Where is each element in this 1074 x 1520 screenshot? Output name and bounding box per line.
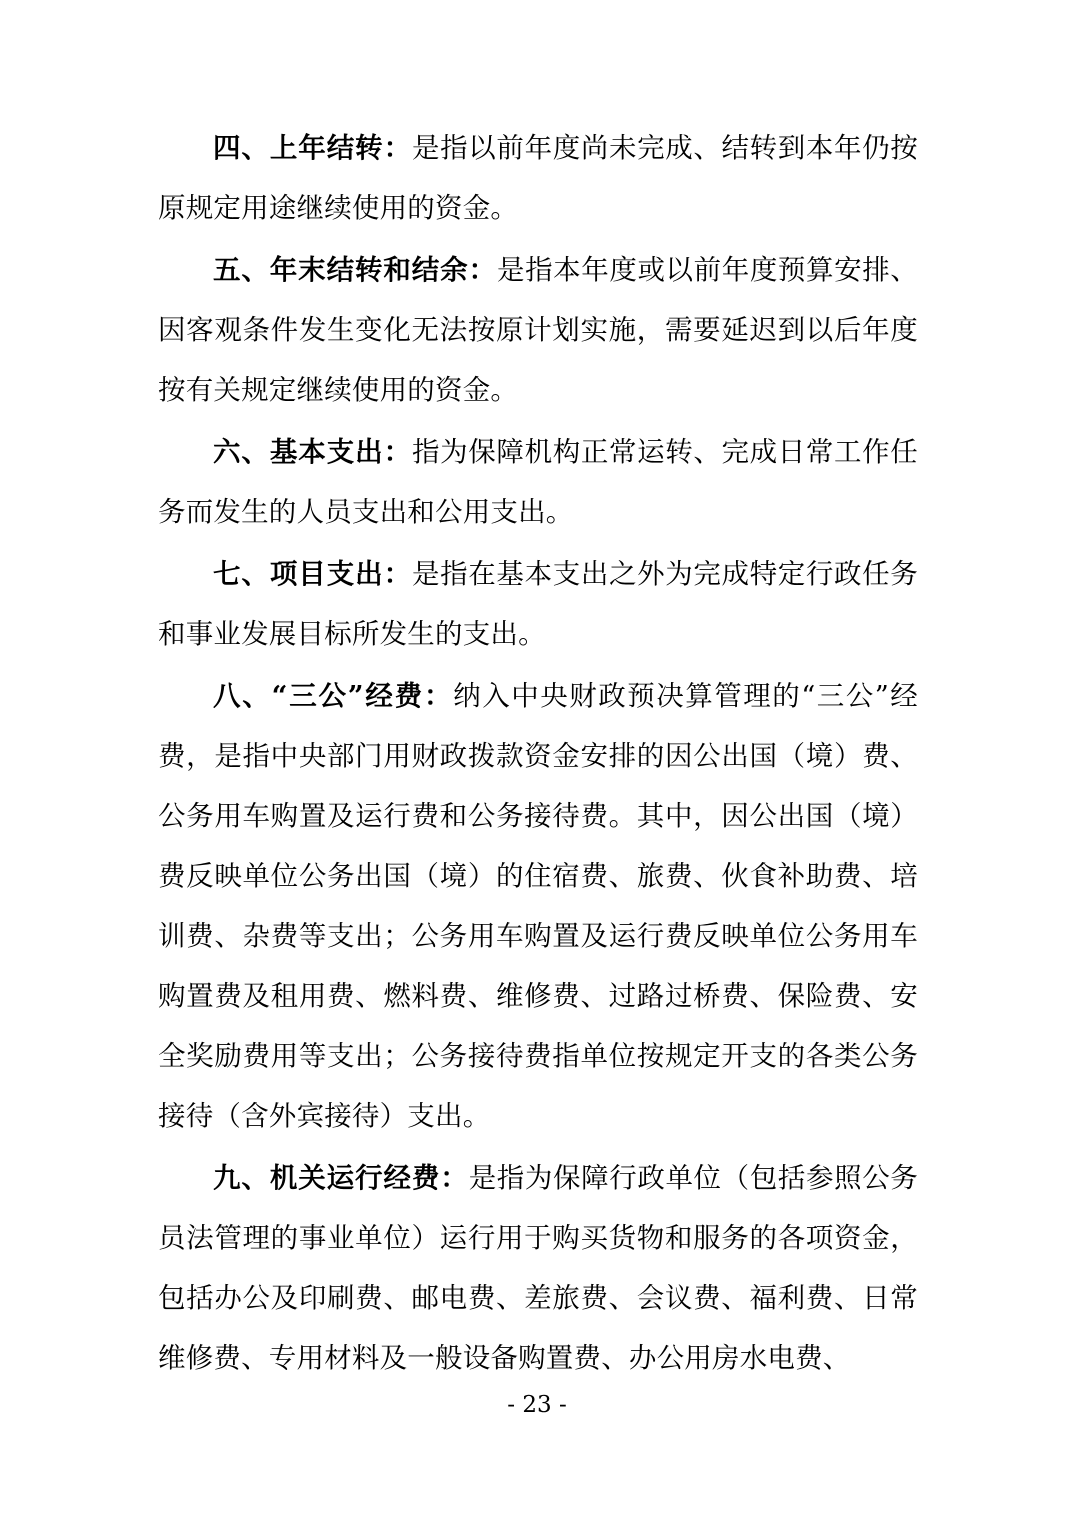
paragraph-9-body: 是指为保障行政单位（包括参照公务员法管理的事业单位）运行用于购买货物和服务的各项资金，包括办公及印刷费、邮电费、差旅费、会议费、福利费、日常维修费、专用材料及一般设备购置费、办公用房水电费、	[158, 1162, 919, 1374]
paragraph-9	[158, 1148, 918, 1388]
paragraph-4	[158, 118, 918, 238]
paragraph-6-lead: 六、基本支出：	[213, 436, 413, 468]
paragraph-7-body: 是指在基本支出之外为完成特定行政任务和事业发展目标所发生的支出。	[158, 558, 918, 650]
paragraph-7-lead: 七、项目支出：	[213, 558, 413, 590]
paragraph-5	[158, 240, 918, 420]
paragraph-7	[158, 544, 918, 664]
paragraph-6	[158, 422, 918, 542]
paragraph-4-lead: 四、上年结转：	[213, 132, 413, 164]
document-body	[158, 118, 918, 1390]
page-number: - 23 -	[507, 1392, 567, 1418]
paragraph-6-body: 指为保障机构正常运转、完成日常工作任务而发生的人员支出和公用支出。	[158, 436, 918, 528]
paragraph-4-body: 是指以前年度尚未完成、结转到本年仍按原规定用途继续使用的资金。	[158, 132, 918, 224]
paragraph-8-body: 纳入中央财政预决算管理的“三公”经费，是指中央部门用财政拨款资金安排的因公出国（境）费、公务用车购置及运行费和公务接待费。其中，因公出国（境）费反映单位公务出国（境）的住宿费、旅费、伙食补助费、培训费、杂费等支出；公务用车购置及运行费反映单位公务用车购置费及租用费、燃料费、维修费、过路过桥费、保险费、安全奖励费用等支出；公务接待费指单位按规定开支的各类公务接待（含外宾接待）支出。	[158, 680, 918, 1132]
paragraph-8	[158, 666, 918, 1146]
paragraph-5-lead: 五、年末结转和结余：	[213, 254, 497, 286]
paragraph-8-lead: 八、“三公”经费：	[213, 680, 454, 712]
paragraph-9-lead: 九、机关运行经费：	[213, 1162, 469, 1194]
paragraph-5-body: 是指本年度或以前年度预算安排、因客观条件发生变化无法按原计划实施，需要延迟到以后年度按有关规定继续使用的资金。	[158, 254, 919, 406]
